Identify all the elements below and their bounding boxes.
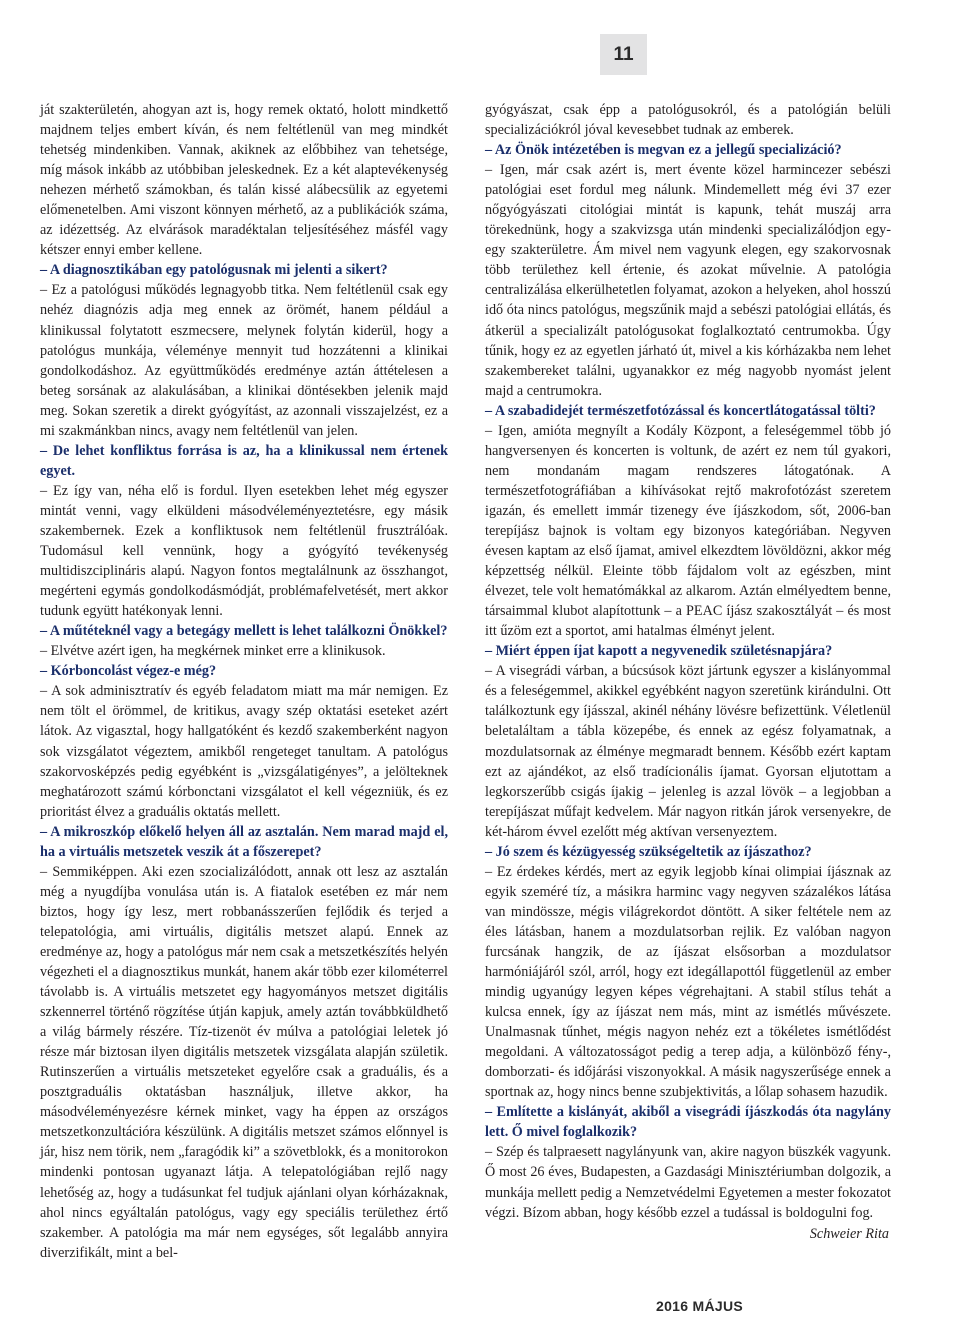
interview-question: – A műtéteknél vagy a betegágy mellett is lehet találkozni Önökkel? xyxy=(40,623,448,640)
interview-question: – Miért éppen íjat kapott a negyvenedik születésnapjára? xyxy=(485,643,833,660)
interview-question: – A mikroszkóp előkelő helyen áll az asztalán. Nem marad majd el, ha a virtuális metszetek veszik át a főszerepet? xyxy=(40,823,448,860)
interview-question: – A szabadidejét természetfotózással és koncertlátogatással tölti? xyxy=(485,402,876,419)
answer-paragraph: – Ez érdekes kérdés, mert az egyik legjobb kínai olimpiai íjásznak az egyik szeméré tíz, a másikra harminc vagy negyven százalékos látása van mindössze, mégis világrekordot döntött. A siker feltétele nem az éles látásban, hanem a mozdulatsorban rejlik. Ez valóban nagyon furcsának hangzik, de az íjászat elsősorban a mozdulatsor harmóniájáról szól, arról, hogy ezt idegállapottól függetlenül az ember mindig ugyanúgy legyen képes végrehajtani. A stabil stílus tehát a kulcsa ennek, így az íjászat nem más, mint az ismétlés művészete. Unalmasnak tűnhet, mégis nagyon nehéz ezt a tökéletes ismétlődést megoldani. A változatosságot pedig a terep adja, a különböző fény-, domborzati- és időjárási viszonyokkal. A másik nagyszerűsége ennek a sportnak az, hogy nincs benne szubjektivitás, a lőlap sohasem hazudik. xyxy=(485,863,891,1101)
right-column xyxy=(485,100,891,1244)
answer-paragraph: – Semmiképpen. Aki ezen szocializálódott, annak ott lesz az asztalán még a nyugdíjba vonulása után is. A fiatalok esetében ez már nem biztos, hogy így lesz, mert robbanásszerűen fejlődik és terjed a telepatológia, ami virtuális, digitális metszet alapú. Ennek az eredménye az, hogy a patológus már nem csak a metszetkészítés helyén végezheti el a diagnosztikus munkát, hanem akár több ezer kilométerrel távolabb is. A virtuális metszetet egy hagyományos metszet digitális szkennerrel történő rögzítése útján kapjuk, amely aztán továbbküldhető a világ bármely részére. Tíz-tizenöt év múlva a patológiai leletek jó része már biztosan ilyen digitális metszetek vizsgálata alapján születik. Rutinszerűen a virtuális metszeteket egyelőre csak a graduális, és a posztgraduális oktatásban használjuk, illetve akkor, ha másodvéleményezésre kérnek minket, vagy ha éppen az országos metszetkonzultációra készülünk. A digitális metszet számos előnnyel is jár, hisz nem törik, nem „faragódik ki” a szövetblokk, és a monitorokon mindenki pontosan ugyanazt látja. A telepatológiában rejlő nagy lehetőség az, hogy a tudásunkat fel tudjuk ajánlani olyan kórházaknak, ahol nincs egyáltalán patológus, vagy egy speciális területhez értő szakember. A patológia ma már nem egységes, sőt legalább annyira diverzifikált, mint a bel- xyxy=(40,863,448,1261)
issue-footer: 2016 MÁJUS xyxy=(656,1298,744,1314)
answer-paragraph: – Elvétve azért igen, ha megkérnek minket erre a klinikusok. xyxy=(40,643,386,660)
answer-paragraph: – Ez a patológusi működés legnagyobb titka. Nem feltétlenül csak egy nehéz diagnózis adja meg ennek az örömét, hanem például a klinikussal folytatott eszmecsere, melynek folytán kiderül, hogy a patológus munkája, véleménye mennyit tud hozzátenni a klinikai gondolkodáshoz. Az együttműködés eredménye aztán áttételesen a beteg sorsának az alakulásában, a klinikai döntésekben jelenik majd meg. Sokan szeretik a direkt gyógyítást, az azonnali visszajelzést, ez a mi szakmánkban nincs, avagy nem feltétlenül van jelen. xyxy=(40,282,448,439)
interview-question: – Az Önök intézetében is megvan ez a jellegű specializáció? xyxy=(485,142,842,159)
paragraph: ját szakterületén, ahogyan azt is, hogy remek oktató, holott mindkettő majdnem teljes embert kíván, és nem feltétlenül van meg mindkét tehetség mindenkiben. Vannak, akiknek az előbbihez van tehetsége, míg mások inkább az utóbbiban jeleskednek. Ez a két alaptevékenység nehezen mérhető számokban, és talán kissé alábecsülik az egyetemi előmenetelben. Ami viszont könnyen mérhető, az a publikációk száma, az idézettség. Az elvárások maradéktalan teljesítéséhez másfél vagy kétszer ennyi ember kellene. xyxy=(40,102,448,259)
answer-paragraph: – Ez így van, néha elő is fordul. Ilyen esetekben lehet még egyszer mintát venni, vagy elküldeni másodvéleményeztetésre, egy másik szakembernek. Ezek a konfliktusok nem feltétlenül frusztrálóak. Tudomásul kell vennünk, hogy a gyógyító tevékenység multidiszciplináris alapú. Nagyon fontos megtalálnunk az összhangot, megérteni egymás gondolkodásmódját, problémafelvetését, mert akkor tudunk együtt hatékonyak lenni. xyxy=(40,482,448,620)
answer-paragraph: – Igen, már csak azért is, mert évente közel harmincezer sebészi patológiai eset fordul meg nálunk. Mindemellett még évi 37 ezer nőgyógyászati citológiai mintát is kapunk, tehát muszáj arra törekednünk, hogy a szakvizsga után mindenki specializálódjon egy-egy szakterületre. Ám mivel nem vagyunk elegen, egy szakorvosnak több területhez kell értenie, és azokat művelnie. A patológia centralizálása elkerülhetetlen folyamat, azokon a helyeken, ahol hosszú idő óta nincs patológus, megszűnik majd a sebészi patológiai ellátás, és átkerül a specializált patológusokat foglalkoztató centrumokba. Úgy tűnik, hogy ez az egyetlen járható út, mivel a kis kórházakba nem lehet szakembereket találni, ugyanakkor ez még nagyobb nyomást jelent majd a centrumokra. xyxy=(485,162,891,399)
interview-question: – De lehet konfliktus forrása is az, ha a klinikussal nem értenek egyet. xyxy=(40,442,448,479)
page-number: 11 xyxy=(600,34,647,75)
answer-paragraph: – Szép és talpraesett nagylányunk van, akire nagyon büszkék vagyunk. Ő most 26 éves, Budapesten, a Gazdasági Minisztériumban dolgozik, a munkája mellett pedig a Nemzetvédelmi Egyetemen a mester fokozatot végzi. Bízom abban, hogy később ezzel a tudással is boldogulni fog. xyxy=(485,1144,891,1221)
answer-paragraph: – Igen, amióta megnyílt a Kodály Központ, a feleségemmel több jó hangversenyen és koncerten is voltunk, de azért ez nem túl gyakori, nem mondanám magam rendszeres látogatónak. A természetfotográfiában a kihívásokat rejtő makrofotózást szeretem igazán, és emellett immár tizenegy éve íjászkodom, sőt, 2006-ban terepíjász bajnok is voltam egy bizonyos kategóriában. Negyven évesen kaptam az első íjamat, amivel elkezdtem lövöldözni, akkor még képzettség nélkül. Eleinte több fájdalom volt az egészben, mint élvezet, tele volt hematómákkal az alkarom. Aztán elmélyedtem benne, társaimmal klubot alapítottunk – a PEAC íjász szakosztályát – és most itt űzöm ezt a sportot, ami hatalmas élményt jelent. xyxy=(485,422,891,640)
paragraph: gyógyászat, csak épp a patológusokról, és a patológián belüli specializációkról jóval kevesebbet tudnak az emberek. xyxy=(485,102,891,139)
interview-question: – A diagnosztikában egy patológusnak mi jelenti a sikert? xyxy=(40,262,388,279)
author-signature: Schweier Rita xyxy=(809,1225,889,1242)
answer-paragraph: – A visegrádi várban, a búcsúsok közt jártunk egyszer a kislányommal és a feleségemmel, akikkel egyébként nagyon szeretünk kirándulni. Ott találkoztunk egy íjásszal, akinél néhány lövésre befizettünk. Véletlenül beletaláltam a tábla közepébe, és ennek az egész folyamatnak, a mozdulatsornak az élménye megmaradt bennem. Később ezért kaptam ezt az ajándékot, az első tradícionális íjamat. Gyorsan eljutottam a legkorszerűbb csigás íjakig – jelenleg is azzal lövök – a legjobban a terepíjászat műfajt kedvelem. Már nagyon ritkán járok versenyekre, de két-három évvel ezelőtt még aktívan versenyeztem. xyxy=(485,663,891,840)
answer-paragraph: – A sok adminisztratív és egyéb feladatom miatt ma már nemigen. Ez nem tölt el örömmel, de kritikus, avagy szép oktatási eseteket azért látok. Az vigasztal, hogy hallgatóként és kezdő szakemberként nagyon sok vizsgálatot végeztem, amikből rengeteget tanultam. A patológus szakorvosképzés pedig egyébként is „vizsgálatigényes”, a jelölteknek meghatározott számú kórbonctani vizsgálatot el kell végezniük, és ez prioritást élvez a graduális oktatás mellett. xyxy=(40,683,448,820)
interview-question: – Említette a kislányát, akiből a visegrádi íjászkodás óta nagylány lett. Ő mivel foglalkozik? xyxy=(485,1104,891,1141)
left-column xyxy=(40,100,448,1263)
interview-question: – Kórboncolást végez-e még? xyxy=(40,663,217,680)
interview-question: – Jó szem és kézügyesség szükségeltetik az íjászathoz? xyxy=(485,843,812,860)
